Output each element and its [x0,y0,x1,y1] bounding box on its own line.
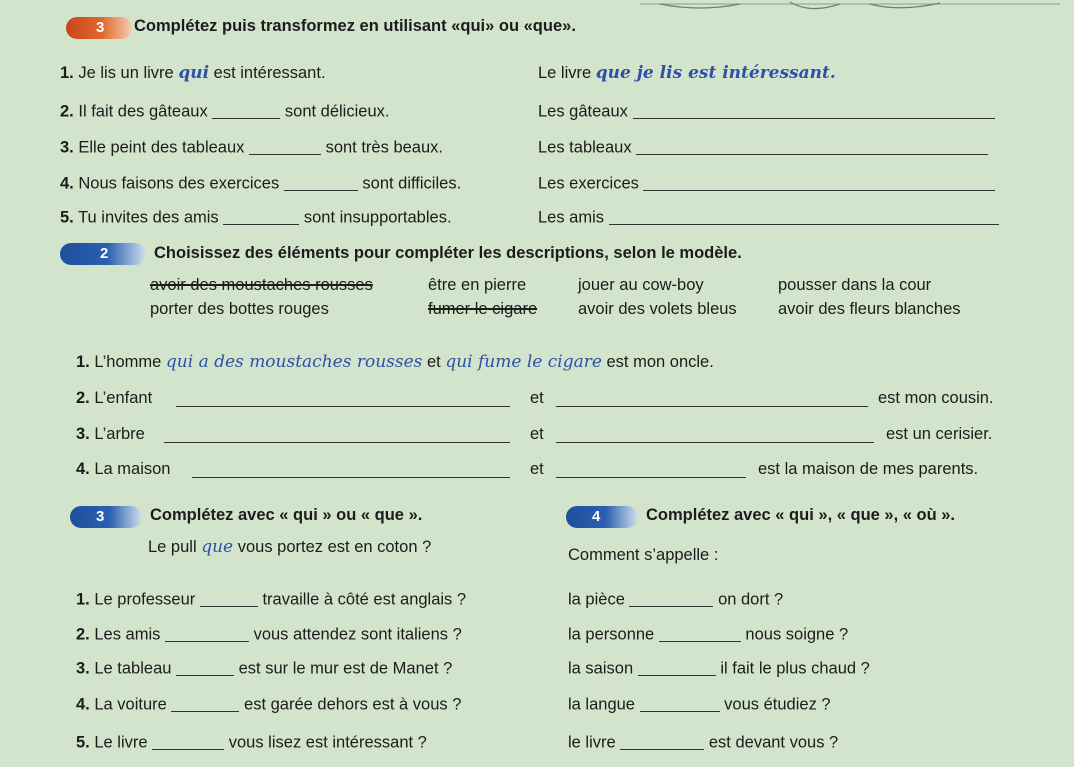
row-number: 4. [60,174,74,193]
answer-blank[interactable] [200,589,258,607]
sentence-text: la saison [568,659,634,678]
s3-row1 [76,589,466,610]
sentence-text: nous soigne ? [745,625,849,644]
answer-blank[interactable] [171,694,239,712]
sentence-text: Le livre [94,733,148,752]
s2-row1 [76,352,714,372]
sentence-text: est mon oncle. [606,353,714,371]
sentence-text: Le pull [148,538,197,556]
badge-number: 2 [100,245,109,262]
s2-row3-et: et [530,425,544,443]
option-item: jouer au cow-boy [578,276,704,294]
answer-blank[interactable] [640,694,720,712]
answer-blank[interactable] [556,460,746,478]
answer-blank[interactable] [636,137,988,155]
s3-row4 [76,694,461,715]
sentence-text: L’homme [94,353,162,371]
option-item: avoir des volets bleus [578,300,737,318]
handwritten-answer: que je lis est intéressant. [595,63,836,83]
answer-blank[interactable] [659,624,741,642]
s3-row5 [76,732,427,753]
row-number: 5. [76,733,90,752]
row-number: 2. [76,625,90,644]
handwritten-answer: qui fume le cigare [445,352,602,372]
sentence-text: vous lisez est intéressant ? [228,733,427,752]
row-number: 1. [76,353,90,371]
s4-intro: Comment s’appelle : [568,546,719,564]
sentence-text: Il fait des gâteaux [78,102,208,121]
answer-blank[interactable] [212,101,280,119]
badge-number: 3 [96,19,105,36]
sentence-text: La voiture [94,695,167,714]
handwritten-answer: que [201,537,234,557]
row-number: 3. [76,425,90,443]
s3-row2 [76,624,462,645]
sentence-text: est devant vous ? [708,733,839,752]
sentence-text: il fait le plus chaud ? [720,659,870,678]
row-number: 3. [76,659,90,678]
badge-number: 3 [96,508,105,525]
sentence-text: sont difficiles. [362,174,462,193]
s1-row5-left [60,207,452,228]
row-number: 1. [76,590,90,609]
badge-number: 4 [592,508,601,525]
sentence-text: est garée dehors est à vous ? [244,695,462,714]
s3-example [148,537,431,557]
sentence-text: la personne [568,625,655,644]
sentence-text: est intéressant. [213,64,326,82]
sentence-text: et [426,353,441,371]
answer-blank[interactable] [284,173,358,191]
row-number: 1. [60,64,74,82]
s2-row2-start [76,389,152,408]
s2-row2-et: et [530,389,544,407]
sentence-text: L’enfant [94,389,153,407]
answer-blank[interactable] [192,460,510,478]
sentence-text: Le livre [538,64,592,82]
answer-blank[interactable] [165,624,249,642]
s2-row3-end: est un cerisier. [886,425,993,443]
section3-title: Complétez avec « qui » ou « que ». [150,506,423,524]
row-number: 4. [76,695,90,714]
s1-row1-right [538,63,836,83]
section1-title: Complétez puis transformez en utilisant «qui» ou «que». [134,17,576,35]
section4-badge [566,506,638,528]
option-item: être en pierre [428,276,527,294]
sentence-text: la pièce [568,590,625,609]
answer-blank[interactable] [249,137,321,155]
row-number: 4. [76,460,90,478]
sentence-text: Je lis un livre [78,64,174,82]
s4-row4 [568,694,831,715]
sentence-text: sont délicieux. [284,102,390,121]
answer-blank[interactable] [164,425,510,443]
answer-blank[interactable] [556,389,868,407]
sentence-text: La maison [94,460,171,478]
section2-badge [60,243,146,265]
s1-row2-right [538,101,995,122]
s1-row3-right [538,137,988,158]
row-number: 2. [60,102,74,121]
s2-row2-end: est mon cousin. [878,389,994,407]
sentence-text: L’arbre [94,425,145,443]
sentence-text: est sur le mur est de Manet ? [238,659,453,678]
sentence-text: le livre [568,733,616,752]
answer-blank[interactable] [556,425,874,443]
s1-row1-left [60,63,326,83]
option-item: avoir des fleurs blanches [778,300,961,318]
sentence-text: Tu invites des amis [78,208,219,227]
option-item: porter des bottes rouges [150,300,329,318]
handwritten-answer: qui [178,63,210,83]
answer-blank[interactable] [176,658,234,676]
s3-row3 [76,658,452,679]
sentence-text: Le tableau [94,659,172,678]
row-number: 2. [76,389,90,407]
answer-blank[interactable] [638,658,716,676]
sentence-text: la langue [568,695,635,714]
handwritten-answer: qui a des moustaches rousses [165,352,423,372]
s2-row4-start [76,460,171,479]
sentence-text: sont insupportables. [303,208,452,227]
section2-title: Choisissez des éléments pour compléter les descriptions, selon le modèle. [154,244,742,262]
sentence-text: Le professeur [94,590,196,609]
sentence-text: Les amis [538,208,605,227]
sentence-text: Elle peint des tableaux [78,138,245,157]
answer-blank[interactable] [633,101,995,119]
section1-badge [66,17,132,39]
answer-blank[interactable] [643,173,995,191]
sentence-text: Nous faisons des exercices [78,174,280,193]
option-item: pousser dans la cour [778,276,932,294]
option-item: avoir des moustaches rousses [150,276,373,294]
sentence-text: travaille à côté est anglais ? [262,590,467,609]
s2-row3-start [76,425,145,444]
answer-blank[interactable] [176,389,510,407]
answer-blank[interactable] [620,732,704,750]
s2-row4-et: et [530,460,544,478]
s1-row3-left [60,137,443,158]
s4-row2 [568,624,848,645]
answer-blank[interactable] [152,732,224,750]
sentence-text: vous portez est en coton ? [237,538,432,556]
s1-row4-right [538,173,995,194]
section3-badge [70,506,142,528]
sentence-text: vous étudiez ? [724,695,831,714]
s4-row5 [568,732,838,753]
s1-row4-left [60,173,461,194]
s4-row1 [568,589,783,610]
row-number: 3. [60,138,74,157]
s1-row2-left [60,101,389,122]
s1-row5-right [538,207,999,228]
s4-row3 [568,658,870,679]
top-scribble [640,0,1060,14]
section4-title: Complétez avec « qui », « que », « où ». [646,506,956,524]
sentence-text: sont très beaux. [325,138,443,157]
sentence-text: vous attendez sont italiens ? [253,625,462,644]
answer-blank[interactable] [223,207,299,225]
answer-blank[interactable] [629,589,713,607]
sentence-text: Les gâteaux [538,102,628,121]
s2-row4-end: est la maison de mes parents. [758,460,979,478]
sentence-text: on dort ? [718,590,784,609]
answer-blank[interactable] [609,207,999,225]
sentence-text: Les exercices [538,174,639,193]
sentence-text: Les amis [94,625,161,644]
option-item: fumer le cigare [428,300,538,318]
sentence-text: Les tableaux [538,138,632,157]
row-number: 5. [60,208,74,227]
